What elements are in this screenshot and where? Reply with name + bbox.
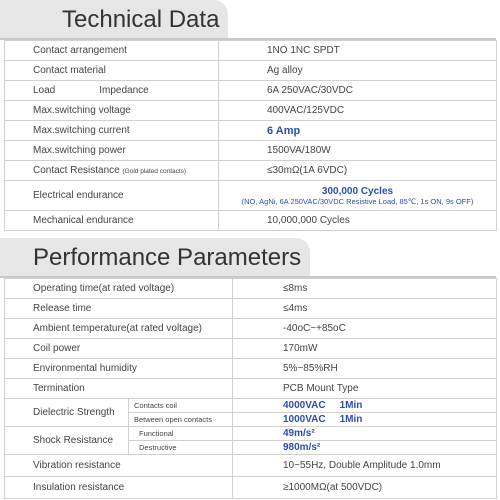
open-contacts-value — [233, 413, 497, 427]
row-label: Max.switching current — [5, 121, 219, 141]
contacts-coil-label: Contacts coil — [129, 399, 233, 413]
table-row — [5, 81, 497, 101]
table-row — [5, 141, 497, 161]
contacts-coil-voltage: 4000VAC — [283, 400, 326, 411]
open-contacts-label: Between open contacts — [129, 413, 233, 427]
row-value: ≥1000MΩ(at 500VDC) — [233, 477, 497, 499]
table-row — [5, 181, 497, 211]
row-value: PCB Mount Type — [233, 379, 497, 399]
row-label — [5, 81, 219, 101]
table-row — [5, 455, 497, 477]
row-label: Coil power — [5, 339, 233, 359]
technical-data-title: Technical Data — [62, 6, 220, 33]
table-row — [5, 211, 497, 231]
functional-label: Functional — [129, 427, 233, 441]
row-value: 6 Amp — [219, 121, 497, 141]
load-label: Load — [33, 85, 56, 96]
table-row — [5, 61, 497, 81]
table-row — [5, 399, 497, 413]
technical-data-table — [4, 40, 497, 231]
row-label: Vibration resistance — [5, 455, 233, 477]
technical-data-header — [0, 0, 228, 38]
table-row — [5, 161, 497, 181]
row-label: Max.switching voltage — [5, 101, 219, 121]
functional-value: 49m/s² — [233, 427, 497, 441]
row-label — [5, 161, 219, 181]
table-row — [5, 41, 497, 61]
row-value: 5%~85%RH — [233, 359, 497, 379]
row-label: Release time — [5, 299, 233, 319]
performance-parameters-table — [4, 278, 497, 499]
table-row — [5, 477, 497, 499]
table-row — [5, 359, 497, 379]
open-contacts-duration: 1Min — [339, 414, 363, 425]
row-value: Ag alloy — [219, 61, 497, 81]
impedance-label: Impedance — [99, 85, 149, 96]
table-row — [5, 339, 497, 359]
destructive-value: 980m/s² — [233, 441, 497, 455]
table-row — [5, 279, 497, 299]
row-value: 10,000,000 Cycles — [219, 211, 497, 231]
row-value: 1NO 1NC SPDT — [219, 41, 497, 61]
table-row — [5, 319, 497, 339]
contacts-coil-duration: 1Min — [339, 400, 363, 411]
row-value: 6A 250VAC/30VDC — [219, 81, 497, 101]
table-row — [5, 427, 497, 441]
table-row — [5, 121, 497, 141]
dielectric-strength-label: Dielectric Strength — [5, 399, 129, 427]
row-label: Mechanical endurance — [5, 211, 219, 231]
row-label: Insulation resistance — [5, 477, 233, 499]
contact-resistance-label: Contact Resistance — [33, 165, 120, 176]
electrical-endurance-note: (NO, AgNi, 6A 250VAC/30VDC Resistive Load, 85℃, 1s ON, 9s OFF) — [241, 196, 474, 206]
row-value: ≤30mΩ(1A 6VDC) — [219, 161, 497, 181]
performance-parameters-header — [0, 238, 310, 276]
row-value: 400VAC/125VDC — [219, 101, 497, 121]
row-value: ≤8ms — [233, 279, 497, 299]
row-value: 1500VA/180W — [219, 141, 497, 161]
row-label: Contact arrangement — [5, 41, 219, 61]
open-contacts-voltage: 1000VAC — [283, 414, 326, 425]
row-label: Contact material — [5, 61, 219, 81]
row-label: Max.switching power — [5, 141, 219, 161]
row-value: ≤4ms — [233, 299, 497, 319]
table-row — [5, 299, 497, 319]
row-label: Electrical endurance — [5, 181, 219, 211]
row-value: 170mW — [233, 339, 497, 359]
row-value: -40oC~+85oC — [233, 319, 497, 339]
contact-resistance-note: (Gold plated contacts) — [122, 168, 187, 175]
performance-parameters-title: Performance Parameters — [33, 244, 302, 271]
row-label: Operating time(at rated voltage) — [5, 279, 233, 299]
row-value: 10~55Hz, Double Amplitude 1.0mm — [233, 455, 497, 477]
table-row — [5, 101, 497, 121]
electrical-endurance-value: 300,000 Cycles — [321, 185, 394, 197]
row-value — [219, 181, 497, 211]
table-row — [5, 379, 497, 399]
contacts-coil-value — [233, 399, 497, 413]
row-label: Environmental humidity — [5, 359, 233, 379]
row-label: Termination — [5, 379, 233, 399]
destructive-label: Destructive — [129, 441, 233, 455]
shock-resistance-label: Shock Resistance — [5, 427, 129, 455]
row-label: Ambient temperature(at rated voltage) — [5, 319, 233, 339]
